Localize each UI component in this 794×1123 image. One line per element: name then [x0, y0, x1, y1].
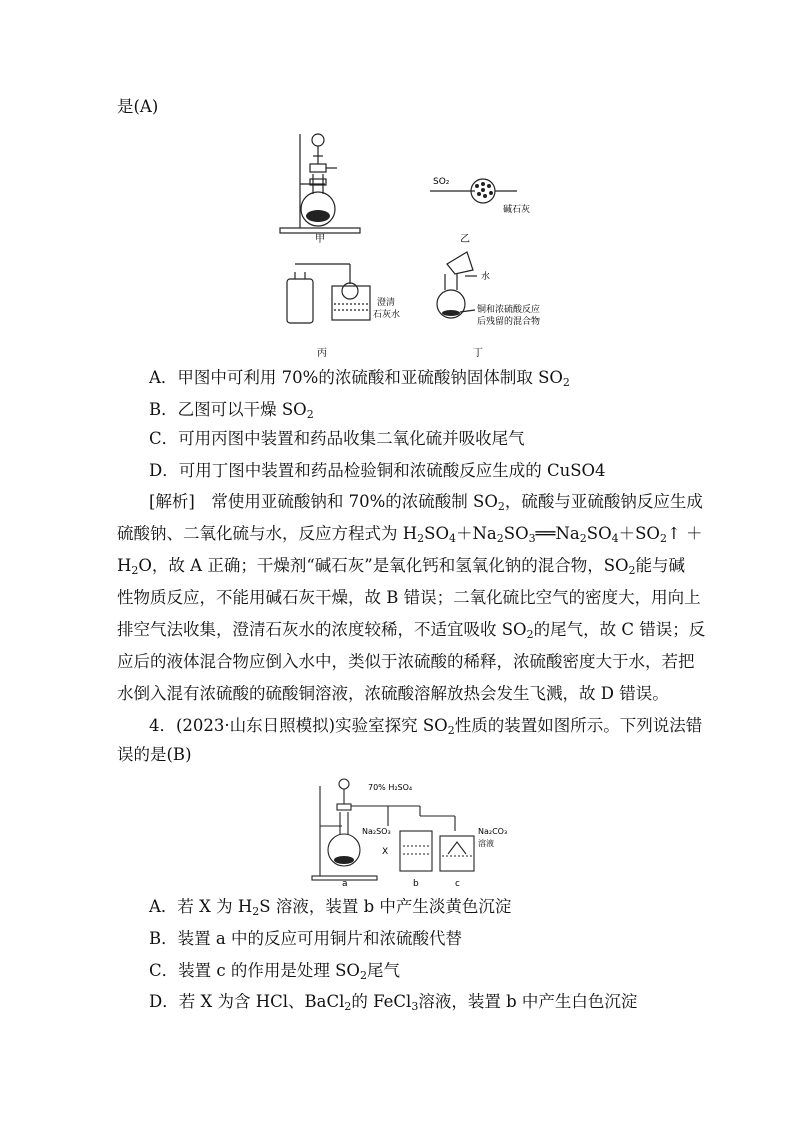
q4-stem-line-1: 4．(2023·山东日照模拟)实验室探究 $SO_2$性质的装置如图所示。下列说法错	[149, 716, 703, 737]
q3-option-a: A．甲图中可利用 70%的浓硫酸和亚硫酸钠固体制取 $SO_2$	[149, 368, 570, 389]
label-yi: 乙	[460, 234, 470, 245]
label-jia: 甲	[315, 234, 325, 245]
label-jianshihui: 碱石灰	[503, 205, 531, 215]
q4-option-b: B．装置 a 中的反应可用铜片和浓硫酸代替	[149, 929, 462, 948]
label-shui: 水	[481, 272, 491, 282]
q4-option-d: D．若 X 为含 HCl、BaCl$_2$的 FeCl$_3$溶液，装置 b 中产生白色沉淀	[149, 992, 638, 1013]
analysis-line-1: [解析] 常使用亚硫酸钠和 70%的浓硫酸制 $SO_2$，硫酸与亚硫酸钠反应生成	[149, 492, 703, 513]
label-tong-1: 铜和浓硫酸反应	[477, 305, 541, 315]
label-tong-2: 后残留的混合物	[477, 317, 541, 327]
q3-option-c: C．可用丙图中装置和药品收集二氧化硫并吸收尾气	[149, 429, 525, 448]
label-c: c	[455, 879, 460, 889]
analysis-line-4: 性物质反应，不能用碱石灰干燥，故 B 错误；二氧化硫比空气的密度大，用向上	[117, 588, 701, 607]
q3-option-d: D．可用丁图中装置和药品检验铜和浓硫酸反应生成的 CuSO4	[149, 461, 606, 480]
label-ding: 丁	[473, 348, 483, 359]
label-b: b	[413, 879, 419, 889]
analysis-line-7: 水倒入混有浓硫酸的硫酸铜溶液，浓硫酸溶解放热会发生飞溅，故 D 错误。	[117, 684, 669, 703]
q4-stem-line-2: 误的是(B)	[117, 745, 192, 764]
analysis-line-6: 应后的液体混合物应倒入水中，类似于浓硫酸的稀释，浓硫酸密度大于水，若把	[117, 652, 695, 671]
q3-option-b: B．乙图可以干燥 $SO_2$	[149, 400, 314, 421]
label-chengqing: 澄清	[377, 298, 396, 308]
apparatus-figure-2	[310, 776, 510, 891]
analysis-line-5: 排空气法收集，澄清石灰水的浓度较稀，不适宜吸收 $SO_2$的尾气，故 C 错误；反	[117, 620, 706, 641]
analysis-line-3: $H_2O$，故 A 正确；干燥剂“碱石灰”是氧化钙和氢氧化钠的混合物，$SO_2$能与碱	[117, 556, 686, 577]
label-na2so3: Na₂SO₃	[362, 827, 391, 836]
label-h2so4: 70% H₂SO₄	[368, 783, 413, 792]
q4-option-c: C．装置 c 的作用是处理 $SO_2$尾气	[149, 961, 400, 982]
label-na2co3: Na₂CO₃	[478, 827, 508, 836]
label-rongye: 溶液	[478, 839, 494, 848]
question-stem-tail: 是(A)	[117, 97, 159, 116]
q4-option-a: A．若 X 为 $H_2S$ 溶液，装置 b 中产生淡黄色沉淀	[149, 897, 512, 918]
label-shihuishui: 石灰水	[373, 310, 401, 320]
apparatus-figure-1	[255, 124, 575, 364]
analysis-line-2: 硫酸钠、二氧化硫与水，反应方程式为 $H_2SO_4+Na_2SO_3══Na_2SO_4+SO_2↑$ ＋	[117, 524, 703, 545]
label-x: X	[382, 847, 389, 857]
label-a: a	[342, 879, 348, 889]
label-so2: SO₂	[433, 177, 450, 187]
label-bing: 丙	[317, 348, 327, 359]
